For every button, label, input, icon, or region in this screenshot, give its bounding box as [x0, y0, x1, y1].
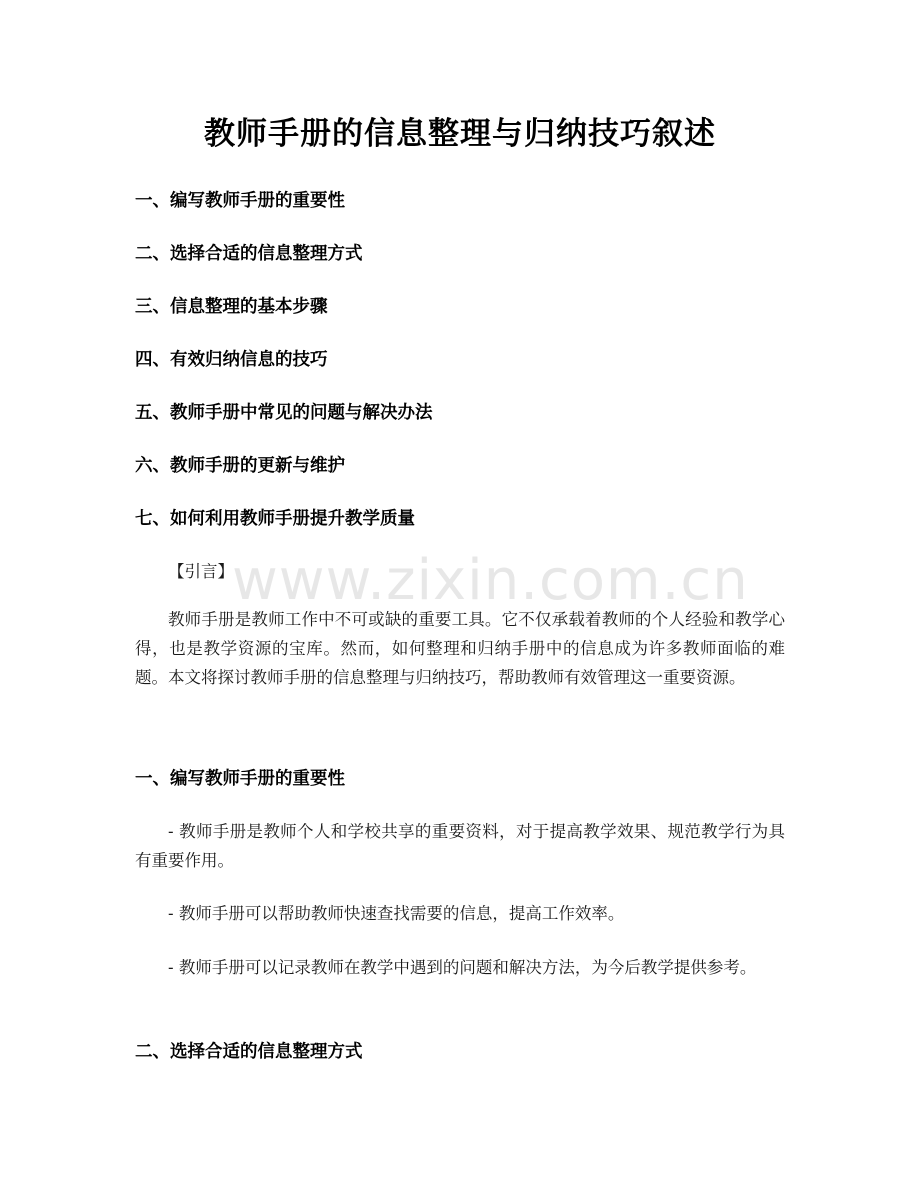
- toc-item: 二、选择合适的信息整理方式: [135, 244, 363, 264]
- section-heading: 二、选择合适的信息整理方式: [135, 1042, 363, 1062]
- toc-item: 七、如何利用教师手册提升教学质量: [135, 509, 415, 529]
- bullet-paragraph: - 教师手册是教师个人和学校共享的重要资料，对于提高教学效果、规范教学行为具有重要作用。: [135, 822, 785, 870]
- toc-item: 一、编写教师手册的重要性: [135, 191, 345, 211]
- watermark: www.zixin.com.cn: [232, 548, 749, 613]
- table-of-contents: [135, 188, 795, 559]
- toc-item: 三、信息整理的基本步骤: [135, 297, 328, 317]
- section-heading: 一、编写教师手册的重要性: [135, 769, 345, 789]
- toc-item: 五、教师手册中常见的问题与解决办法: [135, 403, 433, 423]
- intro-label: 【引言】: [168, 562, 234, 581]
- document-title: 教师手册的信息整理与归纳技巧叙述: [204, 116, 716, 152]
- bullet-paragraph: - 教师手册可以记录教师在教学中遇到的问题和解决方法，为今后教学提供参考。: [168, 958, 757, 977]
- bullet-paragraph: - 教师手册可以帮助教师快速查找需要的信息，提高工作效率。: [168, 904, 625, 923]
- toc-item: 六、教师手册的更新与维护: [135, 456, 345, 476]
- toc-item: 四、有效归纳信息的技巧: [135, 350, 328, 370]
- intro-paragraph: 教师手册是教师工作中不可或缺的重要工具。它不仅承载着教师的个人经验和教学心得，也是教学资源的宝库。然而，如何整理和归纳手册中的信息成为许多教师面临的难题。本文将探讨教师手册的信息整理与归纳技巧，帮助教师有效管理这一重要资源。: [135, 610, 785, 687]
